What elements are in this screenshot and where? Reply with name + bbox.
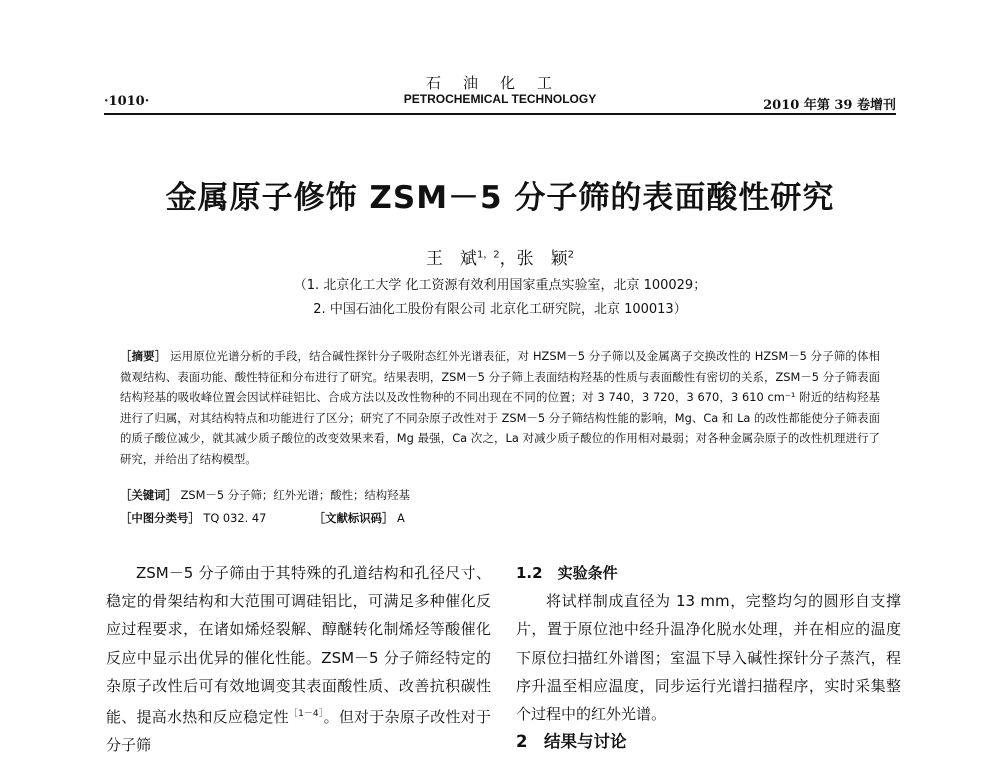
author-1: 王 斌 (425, 249, 477, 269)
affiliation-2: 2. 中国石油化工股份有限公司 北京化工研究院，北京 100013） (313, 302, 687, 317)
running-header (0, 0, 1000, 120)
author-2-affil: 2 (567, 249, 575, 261)
doc-code-label: ［文献标识码］ (313, 511, 394, 525)
abstract-text: 运用原位光谱分析的手段，结合碱性探针分子吸附态红外光谱表征，对 HZSM－5 分子筛以及金属离子交换改性的 HZSM－5 分子筛的体相微观结构、表面功能、酸性特征和分布进行了研究。结果表明，ZSM－5 分子筛上表面结构羟基的性质与表面酸性有密切的关系，ZSM－5 分子筛表面结构羟基的吸收峰位置会因试样硅铝比、合成方法以及改性物种的不同出现在不同的位置；对 3 740，3 720，3 670，3 610 cm⁻¹ 附近的结构羟基进行了归属，对其结构特点和功能进行了区分；研究了不同杂原子改性对于 ZSM－5 分子筛结构性能的影响，Mg、Ca 和 La 的改性都能使分子筛表面的质子酸位减少，就其减少质子酸位的改变效果来看，Mg 最强，Ca 次之，La 对减少质子酸位的作用相对最弱；对各种金属杂原子的改性机理进行了研究，并给出了结构模型。 (120, 349, 880, 466)
keywords-label: ［关键词］ (120, 488, 177, 502)
issue-info: 2010 年第 39 卷增刊 (763, 98, 896, 113)
author-1-affil: 1，2 (476, 249, 500, 261)
article-title: 金属原子修饰 ZSM－5 分子筛的表面酸性研究 (165, 180, 835, 216)
cls-label: ［中图分类号］ (120, 511, 200, 525)
body-column-right (516, 559, 901, 756)
cls-value: TQ 032. 47 (203, 511, 267, 525)
journal-name-en: PETROCHEMICAL TECHNOLOGY (403, 92, 597, 106)
affiliation-1: （1. 北京化工大学 化工资源有效利用国家重点实验室，北京 100029； (293, 278, 707, 293)
keywords-text: ZSM－5 分子筛；红外光谱；酸性；结构羟基 (180, 488, 410, 502)
author-line (0, 244, 1000, 269)
abstract-label: ［摘要］ (120, 349, 167, 363)
author-2: 张 颖 (516, 249, 568, 269)
body-column-left (106, 559, 491, 759)
body-paragraph: ZSM－5 分子筛由于其特殊的孔道结构和孔径尺寸、稳定的骨架结构和大范围可调硅铝比，可满足多种催化反应过程要求，在诸如烯烃裂解、醇醚转化制烯烃等酸催化反应中显示出优异的催化性能。ZSM－5 分子筛经特定的杂原子改性后可有效地调变其表面酸性质、改善抗积碳性能、提高水热和反应稳定性$^{[1-4]}$。但对于杂原子改性对于分子筛 (106, 564, 491, 755)
keywords (120, 487, 880, 503)
abstract (120, 346, 880, 469)
author-separator: ， (499, 249, 517, 269)
citation-ref: ［1－4］ (288, 709, 324, 720)
section-heading-2: 2 结果与讨论 (516, 732, 627, 752)
classification-line (120, 510, 880, 526)
journal-name-cn: 石油化工 (425, 74, 574, 92)
page-number: ·1010· (104, 94, 150, 109)
body-paragraph: 将试样制成直径为 13 mm，完整均匀的圆形自支撑片，置于原位池中经升温净化脱水处理，并在相应的温度下原位扫描红外谱图；室温下导入碱性探针分子蒸汽，程序升温至相应温度，同步运行光谱扫描程序，实时采集整个过程中的红外光谱。 (516, 592, 901, 724)
header-rule (104, 113, 896, 115)
section-heading-1-2: 1.2 实验条件 (516, 564, 618, 582)
doc-code-value: A (397, 511, 405, 525)
